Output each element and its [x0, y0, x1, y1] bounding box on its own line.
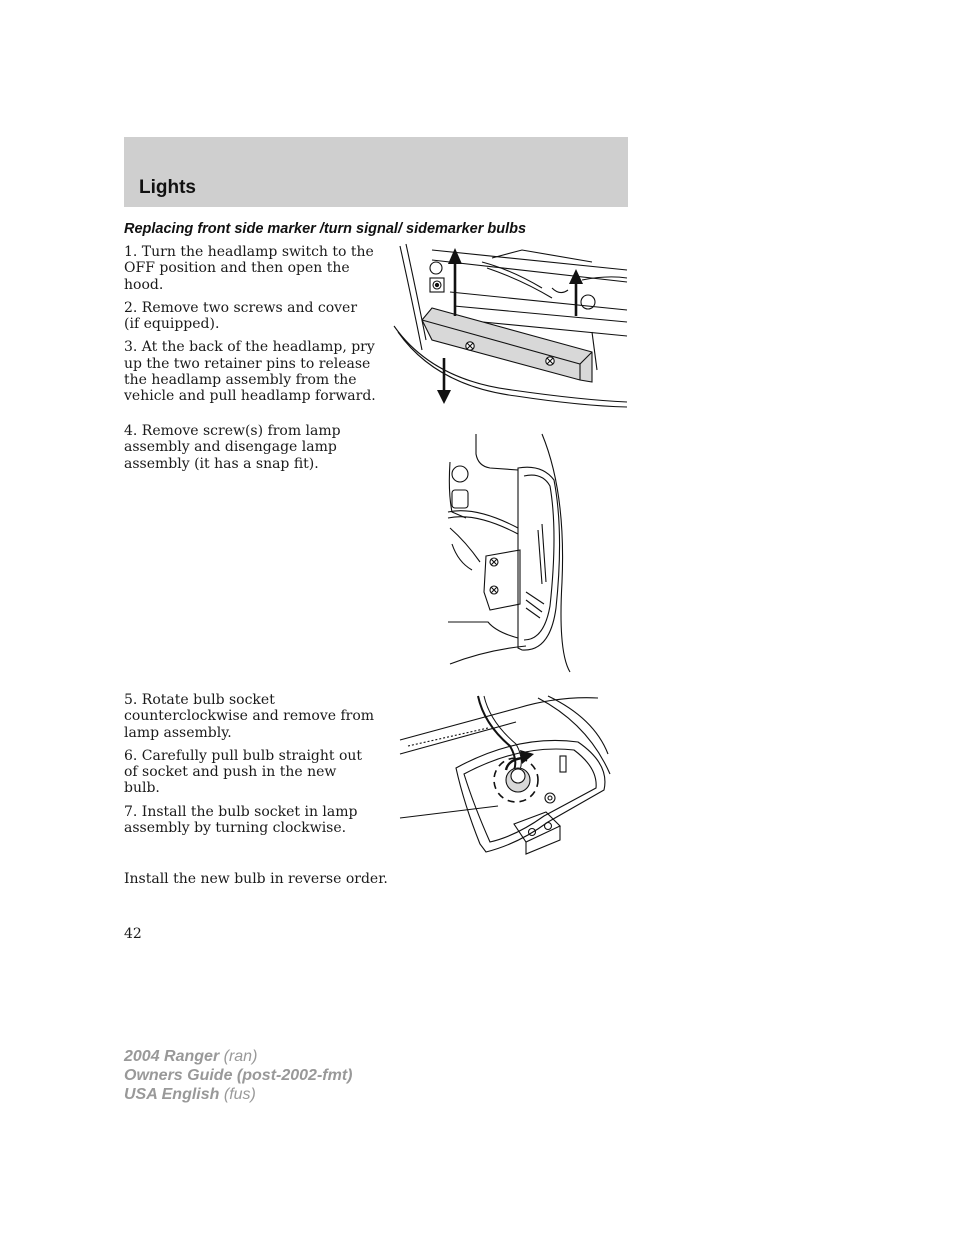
step-4: 4. Remove screw(s) from lamp assembly and disengage lamp assembly (it has a snap fit). [124, 423, 341, 472]
page-number: 42 [124, 926, 142, 942]
steps-group-2 [124, 423, 376, 479]
step-2: 2. Remove two screws and cover (if equipped). [124, 299, 358, 333]
step-3: 3. At the back of the headlamp, pry up the two retainer pins to release the headlamp assembly from the vehicle and pull headlamp forward. [124, 339, 376, 405]
step-7: 7. Install the bulb socket in lamp assembly by turning clockwise. [124, 803, 358, 837]
document-footer [124, 1047, 352, 1104]
steps-group-1 [124, 244, 376, 412]
headlamp-retainer-illustration [392, 240, 628, 408]
footer-guide: Owners Guide (post-2002-fmt) [124, 1067, 353, 1084]
step-6: 6. Carefully pull bulb straight out of socket and push in the new bulb. [124, 747, 363, 797]
footer-line-3 [124, 1085, 352, 1104]
section-title: Lights [139, 177, 196, 198]
steps-group-3 [124, 692, 376, 843]
section-header-band [124, 137, 628, 207]
step-1: 1. Turn the headlamp switch to the OFF position and then open the hood. [124, 244, 374, 293]
footer-language: USA English [124, 1086, 220, 1103]
bulb-socket-illustration [398, 694, 612, 856]
footer-line-2 [124, 1066, 352, 1085]
footer-line-1 [124, 1047, 352, 1066]
step-5: 5. Rotate bulb socket counterclockwise and remove from lamp assembly. [124, 692, 375, 741]
footer-model: 2004 Ranger [124, 1048, 220, 1065]
closing-instruction: Install the new bulb in reverse order. [124, 871, 388, 887]
lamp-assembly-illustration [446, 432, 576, 674]
footer-language-code: (fus) [223, 1086, 256, 1103]
footer-model-code: (ran) [223, 1048, 258, 1065]
procedure-heading: Replacing front side marker /turn signal/ sidemarker bulbs [124, 221, 527, 237]
